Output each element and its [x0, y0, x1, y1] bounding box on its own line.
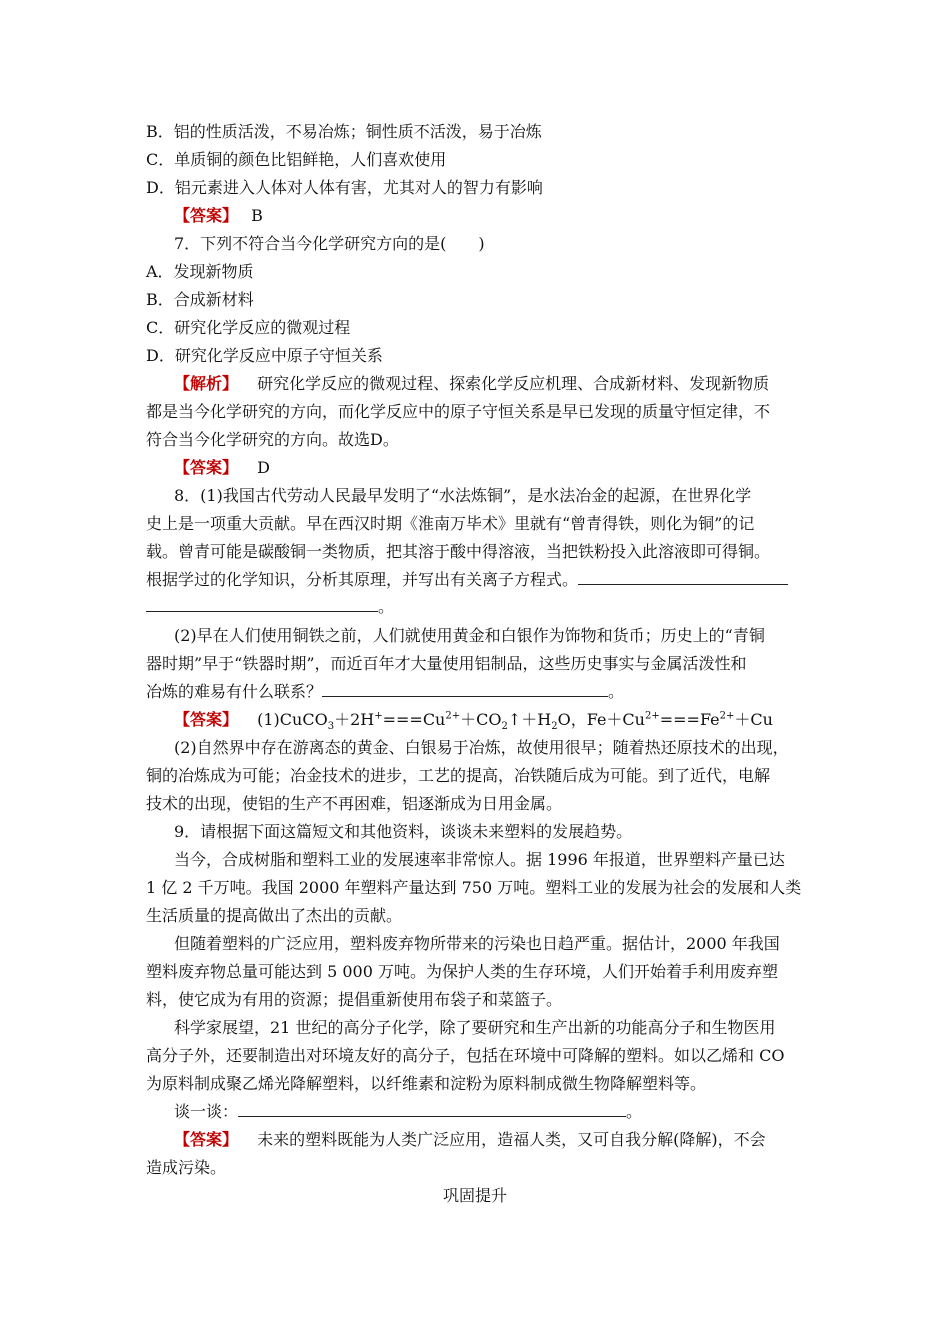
section-title: 巩固提升: [442, 1186, 507, 1205]
answer-tag: 【答案】: [174, 206, 239, 225]
q8-answer2-line-1: (2)自然界中存在游离态的黄金、白银易于冶炼，故使用很早；随着热还原技术的出现，: [174, 738, 789, 757]
q8-part1-line-1: 8．(1)我国古代劳动人民最早发明了“水法炼铜”，是水法冶金的起源，在世界化学: [174, 486, 752, 505]
q8-part1-text-4: 根据学过的化学知识，分析其原理，并写出有关离子方程式。: [146, 570, 579, 589]
q6-answer: B: [251, 206, 263, 225]
q8-part1-line-2: 史上是一项重大贡献。早在西汉时期《淮南万毕术》里就有“曾青得铁，则化为铜”的记: [146, 514, 755, 533]
q9-answer-line-2: 造成污染。: [146, 1158, 227, 1177]
q6-option-d: D．铝元素进入人体对人体有害，尤其对人的智力有影响: [146, 178, 543, 197]
q9-para3-line-2: 高分子外，还要制造出对环境友好的高分子，包括在环境中可降解的塑料。如以乙烯和 CO: [146, 1046, 785, 1065]
answer-tag: 【答案】: [174, 1130, 239, 1149]
q8-part1-end: 。: [378, 597, 395, 616]
q7-option-d: D．研究化学反应中原子守恒关系: [146, 346, 383, 365]
q8-answer2-line-3: 技术的出现，使铝的生产不再困难，铝逐渐成为日用金属。: [146, 794, 563, 813]
q9-para1-line-1: 当今，合成树脂和塑料工业的发展速率非常惊人。据 1996 年报道，世界塑料产量已达: [174, 850, 785, 869]
q8-part1-blank-line: [146, 597, 394, 617]
q8-answer-line: [174, 710, 773, 733]
q7-analysis-line-1: [174, 374, 769, 394]
q8-part2-line-1: (2)早在人们使用铜铁之前，人们就使用黄金和白银作为饰物和货币；历史上的“青铜: [174, 626, 765, 645]
q7-option-a: A．发现新物质: [146, 262, 254, 281]
q7-option-c: C．研究化学反应的微观过程: [146, 318, 351, 337]
q6-option-c: C．单质铜的颜色比铝鲜艳，人们喜欢使用: [146, 150, 447, 169]
q6-option-b: B．铝的性质活泼，不易冶炼；铜性质不活泼，易于冶炼: [146, 122, 542, 141]
q9-para3-line-1: 科学家展望，21 世纪的高分子化学，除了要研究和生产出新的功能高分子和生物医用: [174, 1018, 776, 1037]
q9-talk-line: [174, 1102, 642, 1122]
answer-tag: 【答案】: [174, 710, 239, 729]
q9-answer-line: [174, 1130, 766, 1150]
answer-blank: [322, 682, 608, 697]
q7-stem: 7．下列不符合当今化学研究方向的是( ): [174, 234, 485, 253]
q9-talk-end: 。: [626, 1102, 643, 1121]
answer-blank: [146, 597, 378, 612]
q8-answer2-line-2: 铜的冶炼成为可能；冶金技术的进步，工艺的提高，冶铁随后成为可能。到了近代，电解: [146, 766, 771, 785]
q7-analysis-line-2: 都是当今化学研究的方向，而化学反应中的原子守恒关系是早已发现的质量守恒定律，不: [146, 402, 771, 421]
q8-answer-equation: $(1)CuCO_3+2H^+===Cu^{2+}+CO_2↑+H_2O$，$Fe+Cu^{2+}===Fe^{2+}+Cu$: [257, 710, 773, 733]
q9-talk-label: 谈一谈：: [174, 1102, 239, 1121]
q7-option-b: B．合成新材料: [146, 290, 254, 309]
q8-part2-line-2: 器时期”早于“铁器时期”，而近百年才大量使用铝制品，这些历史事实与金属活泼性和: [146, 654, 747, 673]
answer-blank: [238, 1102, 626, 1117]
q9-para2-line-1: 但随着塑料的广泛应用，塑料废弃物所带来的污染也日趋严重。据估计，2000 年我国: [174, 934, 780, 953]
q7-analysis-text-1: 研究化学反应的微观过程、探索化学反应机理、合成新材料、发现新物质: [257, 374, 770, 393]
q7-answer-line: [174, 458, 270, 478]
q8-part2-line-3: [146, 682, 624, 702]
q9-para2-line-2: 塑料废弃物总量可能达到 5 000 万吨。为保护人类的生存环境，人们开始着手利用废弃塑: [146, 962, 778, 981]
q9-para1-line-2: 1 亿 2 千万吨。我国 2000 年塑料产量达到 750 万吨。塑料工业的发展为社会的发展和人类: [146, 878, 802, 897]
q8-part1-line-4: [146, 570, 788, 590]
answer-blank: [578, 570, 788, 585]
answer-tag: 【答案】: [174, 458, 239, 477]
q8-part2-end: 。: [608, 682, 625, 701]
q6-answer-line: [174, 206, 263, 226]
q9-answer-text-1: 未来的塑料既能为人类广泛应用，造福人类，又可自我分解(降解)，不会: [257, 1130, 766, 1149]
q7-answer: D: [257, 458, 270, 477]
q9-para2-line-3: 料，使它成为有用的资源；提倡重新使用布袋子和菜篮子。: [146, 990, 563, 1009]
analysis-tag: 【解析】: [174, 374, 239, 393]
q8-part2-text-3: 冶炼的难易有什么联系？: [146, 682, 323, 701]
q9-para1-line-3: 生活质量的提高做出了杰出的贡献。: [146, 906, 403, 925]
q7-analysis-line-3: 符合当今化学研究的方向。故选D。: [146, 430, 399, 449]
q8-part1-line-3: 载。曾青可能是碳酸铜一类物质，把其溶于酸中得溶液，当把铁粉投入此溶液即可得铜。: [146, 542, 771, 561]
q9-stem: 9．请根据下面这篇短文和其他资料，谈谈未来塑料的发展趋势。: [174, 822, 633, 841]
q9-para3-line-3: 为原料制成聚乙烯光降解塑料，以纤维素和淀粉为原料制成微生物降解塑料等。: [146, 1074, 707, 1093]
